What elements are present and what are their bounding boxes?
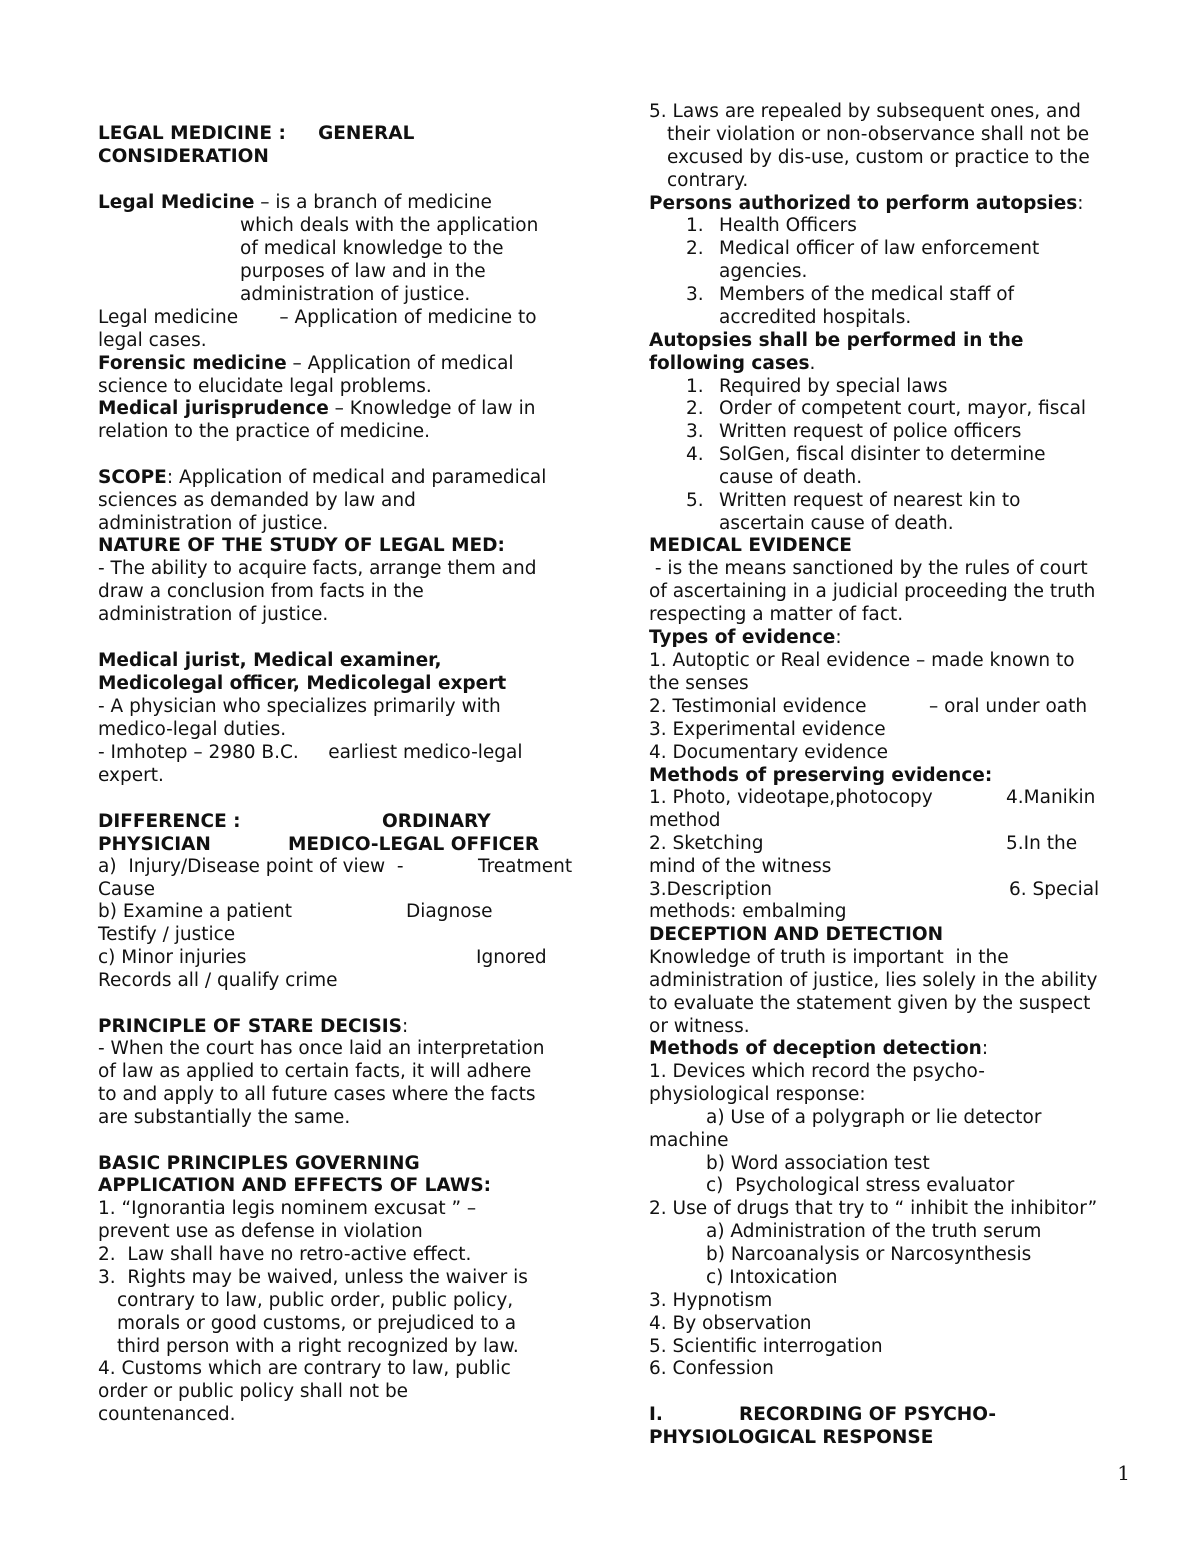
section-heading: MEDICAL EVIDENCE bbox=[649, 535, 852, 556]
term: PRINCIPLE OF STARE DECISIS bbox=[98, 1016, 402, 1037]
text-line: prevent use as defense in violation bbox=[98, 1221, 423, 1242]
types-heading bbox=[649, 626, 842, 649]
text: : bbox=[402, 1016, 409, 1037]
list-item: Members of the medical staff of bbox=[719, 284, 1015, 305]
text-line: 3. Hypnotism bbox=[649, 1290, 773, 1311]
text: : bbox=[981, 1038, 989, 1059]
term: Medical jurisprudence bbox=[98, 398, 329, 419]
text-line: Knowledge of truth is important in the bbox=[649, 947, 1009, 968]
text: – Knowledge of law in bbox=[328, 398, 536, 419]
text: – is a branch of medicine bbox=[254, 192, 492, 213]
text-line: 3. Experimental evidence bbox=[649, 719, 886, 740]
text-line: administration of justice, lies solely in the ability bbox=[649, 970, 1098, 991]
scope-def bbox=[98, 466, 546, 489]
text-line: a) Injury/Disease point of view - bbox=[98, 856, 404, 877]
text: – Application of medical bbox=[286, 353, 514, 374]
text-line: relation to the practice of medicine. bbox=[98, 421, 431, 442]
list-number: 1. bbox=[686, 215, 704, 236]
term: Forensic medicine bbox=[98, 353, 287, 374]
term: Persons authorized to perform autopsies bbox=[649, 193, 1078, 214]
text: : bbox=[1077, 193, 1084, 214]
text-line: sciences as demanded by law and bbox=[98, 490, 416, 511]
text-line: administration of justice. bbox=[98, 513, 329, 534]
text-line: 4. Documentary evidence bbox=[649, 742, 889, 763]
text-line: Diagnose bbox=[406, 901, 493, 922]
list-number: 2. bbox=[686, 398, 704, 419]
text-line: 2. Testimonial evidence bbox=[649, 696, 867, 717]
list-item: Written request of nearest kin to bbox=[719, 490, 1021, 511]
text-line: 1. Photo, videotape,photocopy bbox=[649, 787, 933, 808]
text: . bbox=[809, 353, 816, 374]
text-line: their violation or non-observance shall not be bbox=[667, 124, 1090, 145]
text-line: - When the court has once laid an interpretation bbox=[98, 1038, 545, 1059]
list-item: Medical officer of law enforcement bbox=[719, 238, 1040, 259]
text-line: 1. Devices which record the psycho- bbox=[649, 1061, 985, 1082]
text-line: contrary. bbox=[667, 170, 749, 191]
text-line: physiological response: bbox=[649, 1084, 866, 1105]
text-line: method bbox=[649, 810, 721, 831]
persons-heading bbox=[649, 192, 1084, 215]
text-line: 6. Confession bbox=[649, 1358, 774, 1379]
text-line: 3.Description bbox=[649, 879, 773, 900]
term: Legal Medicine bbox=[98, 192, 255, 213]
text-line: b) Narcoanalysis or Narcosynthesis bbox=[706, 1244, 1032, 1265]
text-line: order or public policy shall not be bbox=[98, 1381, 409, 1402]
section-heading: DECEPTION AND DETECTION bbox=[649, 924, 944, 945]
text-line: Ignored bbox=[476, 947, 547, 968]
text-line: science to elucidate legal problems. bbox=[98, 376, 432, 397]
section-heading: PHYSIOLOGICAL RESPONSE bbox=[649, 1427, 934, 1448]
list-item: agencies. bbox=[719, 261, 808, 282]
text: : Application of medical and paramedical bbox=[166, 467, 547, 488]
text-line: mind of the witness bbox=[649, 856, 832, 877]
list-item: Health Officers bbox=[719, 215, 857, 236]
text-line: excused by dis-use, custom or practice to the bbox=[667, 147, 1090, 168]
doc-title-line1: LEGAL MEDICINE : GENERAL bbox=[98, 123, 415, 144]
list-number: 3. bbox=[686, 421, 704, 442]
text-line: 1. Autoptic or Real evidence – made known to bbox=[649, 650, 1075, 671]
section-number: I. bbox=[649, 1404, 663, 1425]
text-line: - A physician who specializes primarily with bbox=[98, 696, 501, 717]
text-line: 5.In the bbox=[1006, 833, 1078, 854]
text-line: 6. Special bbox=[1009, 879, 1100, 900]
text-line: c) Minor injuries bbox=[98, 947, 247, 968]
text-line: Legal medicine – Application of medicine to bbox=[98, 307, 537, 328]
list-number: 1. bbox=[686, 376, 704, 397]
list-item: Written request of police officers bbox=[719, 421, 1022, 442]
section-heading: PHYSICIAN bbox=[98, 834, 211, 855]
text-line: of ascertaining in a judicial proceeding the truth bbox=[649, 581, 1096, 602]
text-line: Cause bbox=[98, 879, 155, 900]
text: : bbox=[835, 627, 842, 648]
text-line: administration of justice. bbox=[240, 284, 471, 305]
text-line: 2. Sketching bbox=[649, 833, 764, 854]
list-item: accredited hospitals. bbox=[719, 307, 912, 328]
text-line: third person with a right recognized by law. bbox=[117, 1336, 519, 1357]
text-line: 2. Law shall have no retro-active effect. bbox=[98, 1244, 472, 1265]
methods-heading bbox=[649, 1037, 988, 1060]
text-line: countenanced. bbox=[98, 1404, 236, 1425]
text-line: - is the means sanctioned by the rules of court bbox=[649, 558, 1088, 579]
term: Types of evidence bbox=[649, 627, 836, 648]
list-item: ascertain cause of death. bbox=[719, 513, 954, 534]
section-heading: Methods of preserving evidence: bbox=[649, 765, 993, 786]
text-line: machine bbox=[649, 1130, 729, 1151]
text-line: 4. Customs which are contrary to law, public bbox=[98, 1358, 511, 1379]
page-number: 1 bbox=[1117, 1461, 1130, 1485]
text-line: - The ability to acquire facts, arrange them and bbox=[98, 558, 537, 579]
text-line: 4.Manikin bbox=[1006, 787, 1096, 808]
text-line: Records all / qualify crime bbox=[98, 970, 338, 991]
text-line: methods: embalming bbox=[649, 901, 847, 922]
text-line: Treatment bbox=[478, 856, 573, 877]
section-heading: MEDICO-LEGAL OFFICER bbox=[288, 834, 540, 855]
section-heading: DIFFERENCE : bbox=[98, 811, 241, 832]
text-line: c) Psychological stress evaluator bbox=[706, 1175, 1015, 1196]
text-line: administration of justice. bbox=[98, 604, 329, 625]
text-line: which deals with the application bbox=[240, 215, 539, 236]
text-line: c) Intoxication bbox=[706, 1267, 838, 1288]
forensic-def bbox=[98, 352, 514, 375]
stare-heading bbox=[98, 1015, 408, 1038]
text-line: the senses bbox=[649, 673, 749, 694]
text-line: – oral under oath bbox=[929, 696, 1088, 717]
section-heading: NATURE OF THE STUDY OF LEGAL MED: bbox=[98, 535, 505, 556]
text-line: 5. Scientific interrogation bbox=[649, 1336, 883, 1357]
text-line: 5. Laws are repealed by subsequent ones, and bbox=[649, 101, 1081, 122]
text-line: - Imhotep – 2980 B.C. earliest medico-legal bbox=[98, 742, 523, 763]
list-number: 4. bbox=[686, 444, 704, 465]
text-line: contrary to law, public order, public policy, bbox=[117, 1290, 514, 1311]
legal-medicine-def bbox=[98, 191, 492, 214]
text-line: draw a conclusion from facts in the bbox=[98, 581, 424, 602]
text-line: medico-legal duties. bbox=[98, 719, 287, 740]
jurisprudence-def bbox=[98, 397, 535, 420]
text-line: 4. By observation bbox=[649, 1313, 812, 1334]
list-item: cause of death. bbox=[719, 467, 863, 488]
list-item: Order of competent court, mayor, fiscal bbox=[719, 398, 1087, 419]
text-line: to and apply to all future cases where the facts bbox=[98, 1084, 536, 1105]
list-item: Required by special laws bbox=[719, 376, 948, 397]
text-line: of medical knowledge to the bbox=[240, 238, 504, 259]
text-line: or witness. bbox=[649, 1016, 750, 1037]
text-line: legal cases. bbox=[98, 330, 207, 351]
text-line: b) Examine a patient bbox=[98, 901, 293, 922]
section-heading: Medical jurist, Medical examiner, bbox=[98, 650, 442, 671]
term: SCOPE bbox=[98, 467, 167, 488]
doc-title-line2: CONSIDERATION bbox=[98, 146, 269, 167]
text-line: morals or good customs, or prejudiced to a bbox=[117, 1313, 517, 1334]
term: following cases bbox=[649, 353, 810, 374]
text-line: expert. bbox=[98, 765, 164, 786]
list-number: 3. bbox=[686, 284, 704, 305]
autopsies-heading-line2 bbox=[649, 352, 815, 375]
list-number: 5. bbox=[686, 490, 704, 511]
text-line: a) Use of a polygraph or lie detector bbox=[706, 1107, 1042, 1128]
text-line: purposes of law and in the bbox=[240, 261, 486, 282]
section-heading: Medicolegal officer, Medicolegal expert bbox=[98, 673, 507, 694]
text-line: Testify / justice bbox=[98, 924, 236, 945]
text-line: b) Word association test bbox=[706, 1153, 930, 1174]
text-line: of law as applied to certain facts, it will adhere bbox=[98, 1061, 532, 1082]
text-line: a) Administration of the truth serum bbox=[706, 1221, 1042, 1242]
text-line: 2. Use of drugs that try to “ inhibit the inhibitor” bbox=[649, 1198, 1098, 1219]
section-heading: RECORDING OF PSYCHO- bbox=[739, 1404, 997, 1425]
text-line: respecting a matter of fact. bbox=[649, 604, 904, 625]
text-line: to evaluate the statement given by the suspect bbox=[649, 993, 1091, 1014]
text-line: are substantially the same. bbox=[98, 1107, 351, 1128]
section-heading: Autopsies shall be performed in the bbox=[649, 330, 1024, 351]
term: Methods of deception detection bbox=[649, 1038, 982, 1059]
section-heading: APPLICATION AND EFFECTS OF LAWS: bbox=[98, 1175, 492, 1196]
section-heading: BASIC PRINCIPLES GOVERNING bbox=[98, 1153, 420, 1174]
text-line: 1. “Ignorantia legis nominem excusat ” – bbox=[98, 1198, 477, 1219]
list-number: 2. bbox=[686, 238, 704, 259]
text-line: 3. Rights may be waived, unless the waiver is bbox=[98, 1267, 528, 1288]
list-item: SolGen, fiscal disinter to determine bbox=[719, 444, 1046, 465]
section-heading: ORDINARY bbox=[382, 811, 491, 832]
